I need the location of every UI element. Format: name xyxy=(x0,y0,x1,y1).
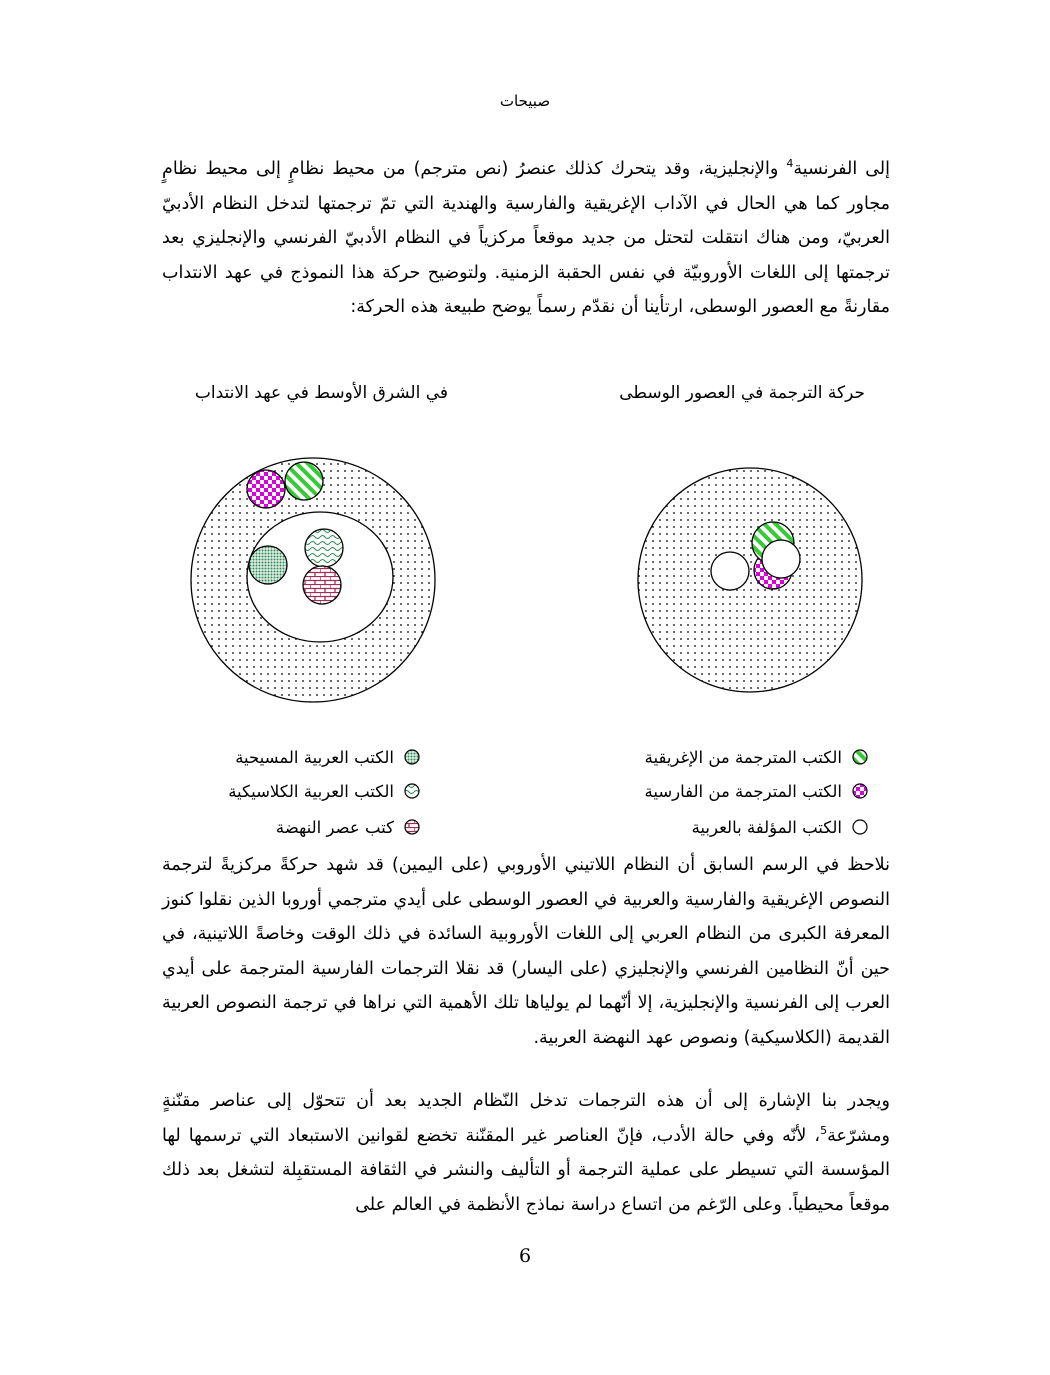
christian-arabic-swatch-icon xyxy=(404,749,420,765)
legend-label-classical-arabic: الكتب العربية الكلاسيكية xyxy=(228,781,394,801)
mandate-classical-arabic-circle xyxy=(305,529,343,567)
medieval-arabic-authored-circle-left xyxy=(711,552,749,590)
mandate-nahda-books-circle xyxy=(303,566,341,604)
greek-swatch-icon xyxy=(852,749,868,765)
mandate-christian-arabic-circle xyxy=(249,546,287,584)
legend-item-christian-arabic xyxy=(235,744,420,770)
legend-label-nahda: كتب عصر النهضة xyxy=(275,817,394,837)
legend-item-greek xyxy=(645,744,868,770)
medieval-diagram xyxy=(638,468,862,692)
page-number: 6 xyxy=(518,1245,532,1267)
classical-arabic-swatch-icon xyxy=(404,783,420,799)
mandate-diagram xyxy=(191,458,435,702)
translation-movement-diagram xyxy=(0,440,1050,740)
legend-label-greek: الكتب المترجمة من الإغريقية xyxy=(644,747,842,767)
paragraph-codification-body: ، لأنّه وفي حالة الأدب، فإنّ العناصر غير المقنّنة تخضع لقوانين الاستبعاد التي ترسمها لها المؤسسة التي تسيطر على عملية الترجمة أو التأليف والنشر في الثقافة المستقبِلة لتشغل بعد ذلك موقعاً محيطياً. وعلى الرّغم من اتساع دراسة نماذج الأنظمة في العالم على xyxy=(162,1125,890,1215)
persian-swatch-icon xyxy=(852,783,868,799)
legend-label-arabic-authored: الكتب المؤلفة بالعربية xyxy=(691,817,842,837)
paragraph-codification xyxy=(162,1084,890,1222)
mandate-persian-books-circle xyxy=(247,470,285,508)
diagram-title-mandate: في الشرق الأوسط في عهد الانتداب xyxy=(194,383,448,403)
running-header: صبيحات xyxy=(499,92,551,110)
medieval-arabic-authored-circle-right xyxy=(762,540,800,578)
legend-label-christian-arabic: الكتب العربية المسيحية xyxy=(235,747,394,767)
footnote-ref-5[interactable]: 5 xyxy=(820,1123,828,1137)
mandate-greek-books-circle xyxy=(285,462,323,500)
paragraph-analysis: نلاحظ في الرسم السابق أن النظام اللاتيني الأوروبي (على اليمين) قد شهد حركةً مركزيةً لترجمة النصوص الإغريقية والفارسية والعربية في العصور الوسطى على أيدي مترجمي أوروبا الذين نقلوا كنوز المعرفة الكبرى من النظام العربي إلى اللغات الأوروبية السائدة في ذلك الوقت وخاصةً اللاتينية، في حين أنّ النظامين الفرنسي والإنجليزي (على اليسار) قد نقلا الترجمات الفارسية المترجمة على أيدي العرب إلى الفرنسية والإنجليزية، إلا أنّهما لم يولياها تلك الأهمية التي نراها في ترجمة النصوص العربية القديمة (الكلاسيكية) ونصوص عهد النهضة العربية. xyxy=(162,855,890,1048)
paragraph-codification-lead: ويجدر بنا الإشارة إلى أن هذه الترجمات تدخل النّظام الجديد بعد أن تتحوّل إلى عناصر مقنّنةٍ ومشرّعة xyxy=(162,1091,890,1146)
nahda-swatch-icon xyxy=(404,819,420,835)
paragraph-intro-body: والإنجليزية، وقد يتحرك كذلك عنصرُ (نص مترجم) من محيط نظامٍ إلى محيط نظامٍ مجاور كما هي الحال في الآداب الإغريقية والفارسية والهندية التي تمّ ترجمتها لتدخل النظام الأدبيّ العربيّ، ومن هناك انتقلت لتحتل من جديد موقعاً مركزياً في النظام الأدبيّ الفرنسي والإنجليزي بعد ترجمتها إلى اللغات الأوروبيّة في نفس الحقبة الزمنية. ولتوضيح حركة هذا النموذج في عهد الانتداب مقارنةً مع العصور الوسطى، ارتأينا أن نقدّم رسماً يوضح طبيعة هذه الحركة: xyxy=(162,159,890,317)
paragraph-intro xyxy=(162,152,890,325)
diagram-title-medieval: حركة الترجمة في العصور الوسطى xyxy=(619,383,865,403)
arabic-authored-swatch-icon xyxy=(852,819,868,835)
footnote-ref-4[interactable]: 4 xyxy=(786,157,794,171)
legend-item-persian xyxy=(645,778,868,804)
latin-system-outer-circle xyxy=(638,468,862,692)
legend-item-classical-arabic xyxy=(228,778,420,804)
legend-label-persian: الكتب المترجمة من الفارسية xyxy=(644,781,842,801)
legend-item-arabic-authored xyxy=(692,814,868,840)
paragraph-intro-lead: إلى الفرنسية xyxy=(793,159,890,179)
legend-item-nahda xyxy=(276,814,420,840)
